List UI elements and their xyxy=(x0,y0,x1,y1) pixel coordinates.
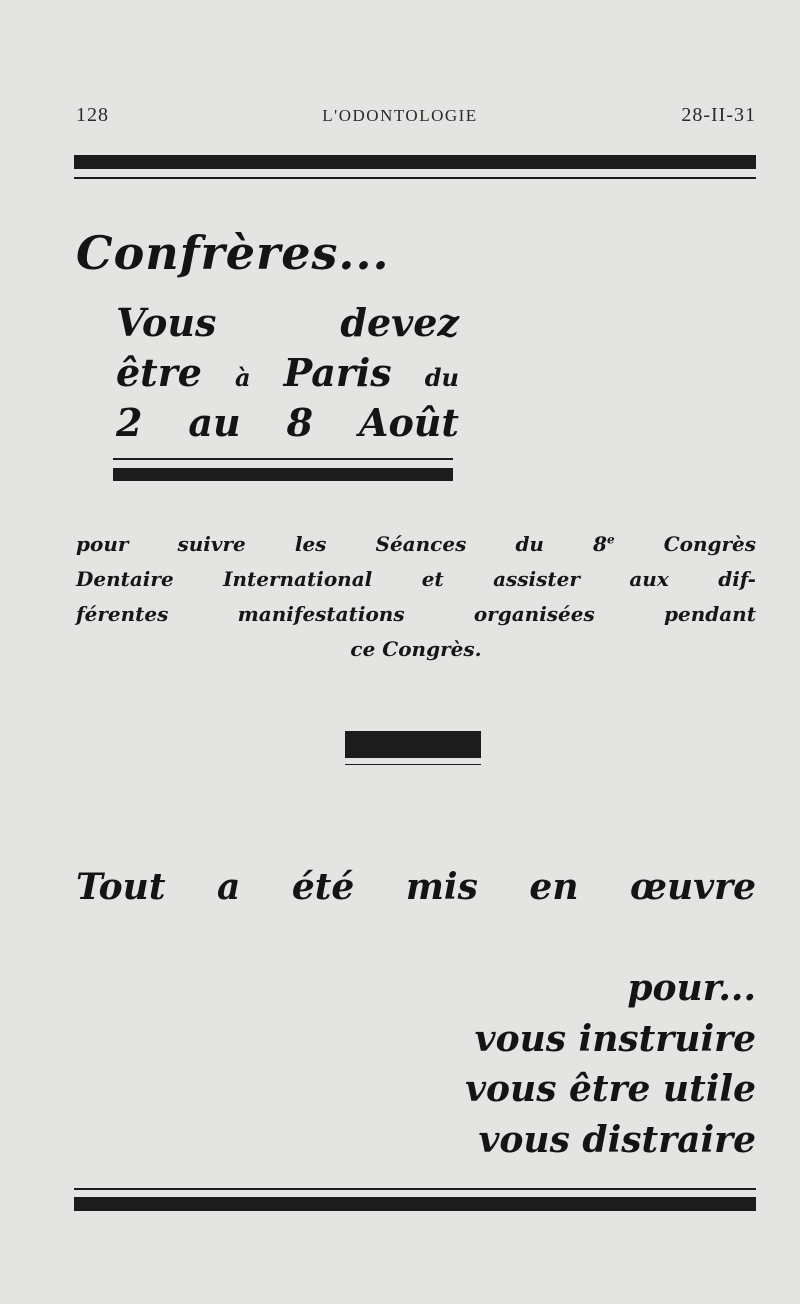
word: Dentaire xyxy=(76,567,174,591)
word: dif- xyxy=(718,567,756,591)
word: pendant xyxy=(663,602,756,626)
headline-line-3 xyxy=(116,400,459,445)
closing-line-3: vous instruire xyxy=(474,1018,756,1060)
congress-paragraph xyxy=(76,527,756,667)
word: 8 xyxy=(286,400,314,445)
paragraph-line-1 xyxy=(76,527,756,562)
word: International xyxy=(223,567,373,591)
word: du xyxy=(424,363,459,392)
word: organisées xyxy=(473,602,595,626)
word: aux xyxy=(629,567,669,591)
word: 2 xyxy=(116,400,143,445)
headline-line-1 xyxy=(116,300,459,345)
word: Août xyxy=(358,400,459,445)
closing-line-4: vous être utile xyxy=(465,1068,756,1110)
word: en xyxy=(529,866,579,908)
word: les xyxy=(294,532,327,556)
mid-thin-rule xyxy=(113,458,453,460)
paragraph-line-4 xyxy=(76,632,756,667)
word: à xyxy=(235,363,251,392)
paragraph-line-3 xyxy=(76,597,756,632)
center-thin-rule xyxy=(345,764,481,765)
issue-date: 28-II-31 xyxy=(681,104,756,126)
ordinal: 8e xyxy=(593,532,615,556)
word: été xyxy=(291,866,355,908)
top-thin-rule xyxy=(74,177,756,179)
word: au xyxy=(188,400,241,445)
word: suivre xyxy=(177,532,246,556)
closing-line-1 xyxy=(76,866,756,908)
page-number: 128 xyxy=(76,104,109,126)
word: Séances xyxy=(375,532,467,556)
word: Congrès xyxy=(663,532,756,556)
word: être xyxy=(116,350,202,395)
top-thick-rule xyxy=(74,155,756,169)
word: devez xyxy=(340,300,459,345)
closing-line-5: vous distraire xyxy=(478,1119,756,1161)
bottom-thick-rule xyxy=(74,1197,756,1211)
word: pour xyxy=(76,532,129,556)
center-block-ornament xyxy=(345,731,481,758)
paragraph-line-2 xyxy=(76,562,756,597)
word: Paris xyxy=(283,350,392,395)
word: manifestations xyxy=(237,602,405,626)
word: œuvre xyxy=(630,866,756,908)
journal-title: L'ODONTOLOGIE xyxy=(322,106,478,125)
mid-thick-rule xyxy=(113,468,453,481)
word: Tout xyxy=(76,866,166,908)
word: Vous xyxy=(116,300,217,345)
word: férentes xyxy=(76,602,169,626)
headline-greeting: Confrères... xyxy=(76,226,390,280)
word: et xyxy=(421,567,444,591)
word: a xyxy=(217,866,241,908)
bottom-thin-rule xyxy=(74,1188,756,1190)
headline-line-2 xyxy=(116,350,459,395)
word: du xyxy=(515,532,544,556)
closing-line-2: pour... xyxy=(627,967,756,1009)
word: ce Congrès. xyxy=(350,637,482,661)
word: mis xyxy=(405,866,478,908)
word: assister xyxy=(493,567,580,591)
